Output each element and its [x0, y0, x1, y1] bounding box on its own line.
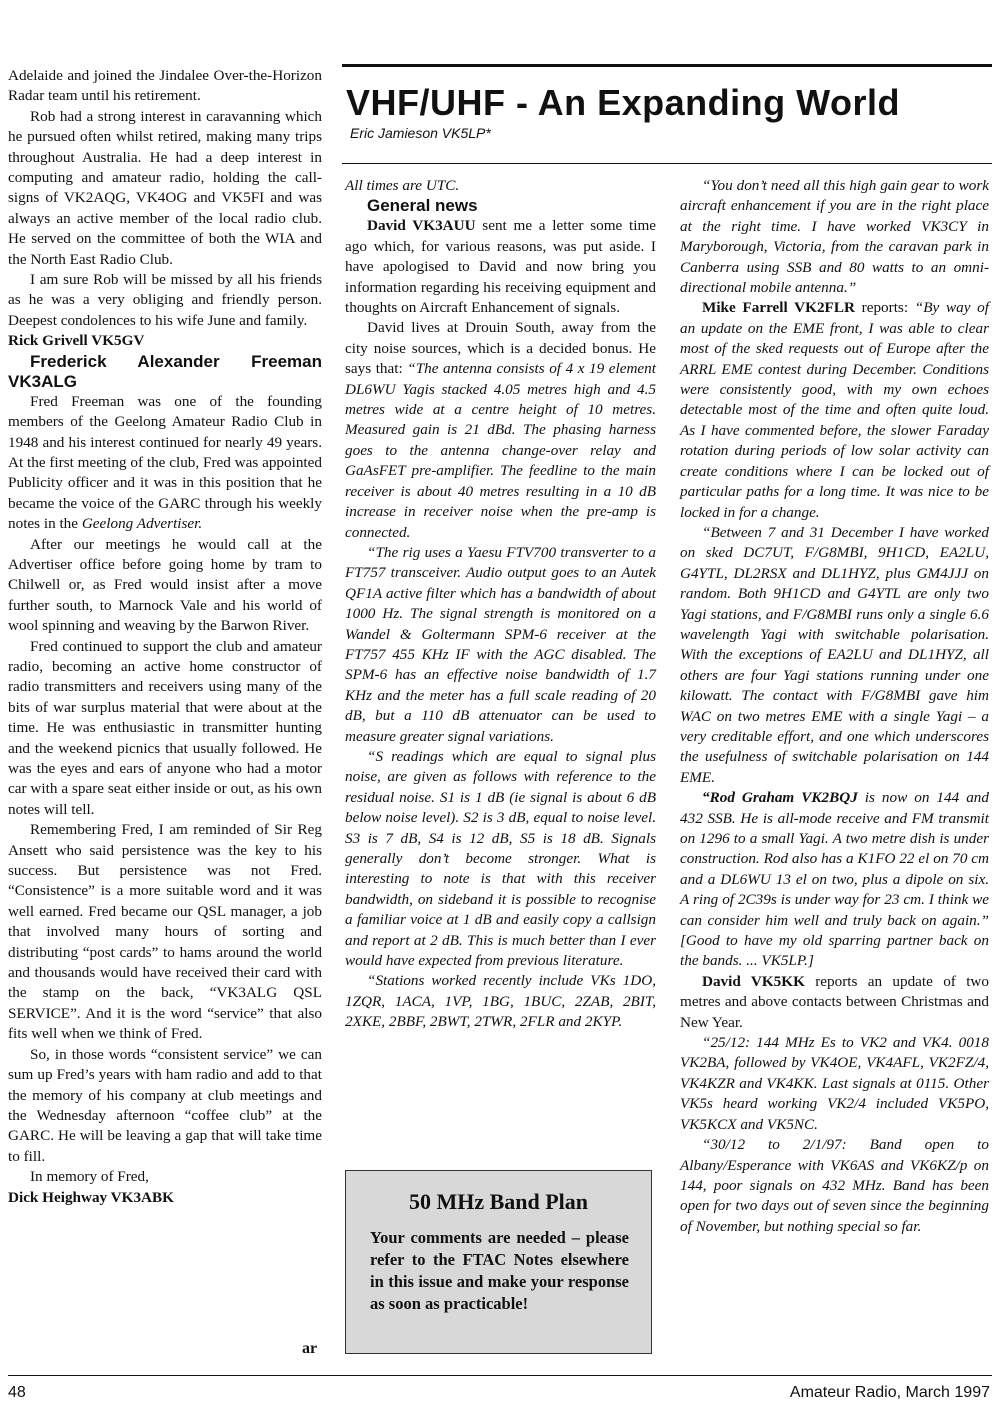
publication-footer: Amateur Radio, March 1997: [789, 1384, 990, 1401]
page-number: 48: [8, 1384, 26, 1401]
paragraph: [680, 788, 989, 972]
person-name: David VK3AUU: [367, 217, 476, 235]
paragraph-text: David lives at Drouin South, away from the city noise sources, which is a decided bonus. He says that:: [345, 319, 656, 378]
paragraph: [680, 972, 989, 1033]
paragraph: Rob had a strong interest in caravanning which he pursued often whilst retired, making many trips throughout Australia. He had a deep interest in computing and amateur radio, holding the call-signs of VK2AQG, VK4OG and VK5FI and was always an active member of the local radio club. He served on the committee of both the WIA and the North East Radio Club.: [8, 107, 322, 268]
paragraph: [680, 1135, 989, 1237]
band-plan-body: Your comments are needed – please refer to the FTAC Notes elsewhere in this issue and make your response as soon as practicable!: [370, 1228, 629, 1313]
person-name: “Rod Graham VK2BQJ: [702, 789, 858, 807]
quote-text: “The rig uses a Yaesu FTV700 transverter to a FT757 transceiver. Audio output goes to an Autek QF1A active filter which has a bandwidth of about 1000 Hz. The signal strength is monitored on a Wandel & Goltermann SPM-6 receiver at the FT757 455 KHz IF with the AGC disabled. The SPM-6 has an effective noise bandwidth of 1.7 KHz and the meter has a full scale reading of 20 dB, but a 110 dB attenuator can be used to measure greater signal variations.: [345, 543, 656, 745]
divider: [342, 163, 992, 164]
paragraph: [680, 298, 989, 522]
paragraph: Adelaide and joined the Jindalee Over-the-Horizon Radar team until his retirement.: [8, 67, 322, 105]
paragraph: Remembering Fred, I am reminded of Sir Reg Ansett who said persistence was the key to his success. But persistence was not Fred. “Consistence” is a more suitable word and it was well earned. Fred became our QSL manager, a job that involved many hours of sorting and distributing “post cards” to hams around the world and thousands would have received their card with the stamp on the back, “VK3ALG QSL SERVICE”. And it is the word “service” that also fits well when we think of Fred.: [8, 821, 322, 1043]
quote-text: “Stations worked recently include VKs 1DO, 1ZQR, 1ACA, 1VP, 1BG, 1BUC, 2ZAB, 2BIT, 2XKE, 2BBF, 2BWT, 2TWR, 2FLR and 2KYP.: [345, 972, 656, 1031]
end-mark: ar: [302, 1340, 318, 1357]
quote-text: “30/12 to 2/1/97: Band open to Albany/Esperance with VK6AS and VK6KZ/p on 144, poor signals on 432 MHz. Band has been open for two days out of seven since the beginning of November, but nothing special so far.: [680, 1136, 989, 1235]
article-byline: Eric Jamieson VK5LP*: [350, 125, 491, 141]
left-column: [8, 66, 322, 1208]
paragraph-text: reports:: [854, 299, 915, 317]
paragraph: [345, 971, 656, 1032]
article-header: [342, 64, 992, 141]
signature: Rick Grivell VK5GV: [8, 332, 145, 350]
person-name: David VK5KK: [702, 972, 805, 990]
right-column: [680, 176, 989, 1237]
paragraph: [345, 318, 656, 542]
paragraph: [680, 1033, 989, 1135]
paragraph: Fred continued to support the club and amateur radio, becoming an active home constructor of radio transmitters and receivers using many of the bits of war surplus material that were about at the time. He was enthusiastic in transmitter hunting and the weekend picnics that usually followed. He was the eyes and ears of anyone who had a motor car with a spare seat either inside or out, as his own notes will tell.: [8, 637, 322, 818]
paragraph: I am sure Rob will be missed by all his friends as he was a very obliging and friendly person. Deepest condolences to his wife June and family.: [8, 271, 322, 329]
paragraph: [345, 543, 656, 747]
time-note: All times are UTC.: [345, 177, 460, 194]
quote-text: “25/12: 144 MHz Es to VK2 and VK4. 0018 VK2BA, followed by VK4OE, VK4AFL, VK2FZ/4, VK4KZR and VK4KK. Last signals at 0115. Other VK5s heard working VK2/4 included VK5PO, VK5KCX and VK5NC.: [680, 1034, 989, 1133]
paragraph-text: reports an update of two metres and above contacts between Christmas and New Year.: [680, 972, 989, 1031]
footer-divider: [8, 1375, 992, 1376]
band-plan-box: [345, 1170, 652, 1354]
paragraph: [345, 747, 656, 971]
paragraph: [680, 176, 989, 298]
person-name: Mike Farrell VK2FLR: [702, 299, 855, 317]
paragraph: In memory of Fred,: [30, 1168, 149, 1186]
paragraph: [345, 216, 656, 318]
band-plan-title: 50 MHz Band Plan: [408, 1189, 589, 1214]
quote-text: “Between 7 and 31 December I have worked on sked DC7UT, F/G8MBI, 9H1CD, EA2LU, G4YTL, DL2RSX and DL1HYZ, plus GM4JJJ on random. Both 9H1CD and G4YTL are only two Yagi stations, and F/G8MBI runs only a single 6.6 wavelength Yagi with switchable polarisation. With the exceptions of EA2LU and DL1HYZ, all others are four Yagi stations running under one kilowatt. The contact with F/G8MBI gave him WAC on two metres EME with a single Yagi – a very creditable effort, and one which underscores the usefulness of switchable polarisation on 144 EME.: [680, 523, 989, 786]
middle-column: [345, 176, 656, 1033]
paragraph-text: sent me a letter some time ago which, for various reasons, was put aside. I have apologised to David and now bring you information regarding his receiving equipment and thoughts on Aircraft Enhancement of signals.: [345, 217, 656, 317]
paragraph: [345, 176, 656, 196]
quote-text: is now on 144 and 432 SSB. He is all-mode receive and FM transmit on 1296 to a small Yagi. A two metre dish is under construction. Rod also has a K1FO 22 el on 70 cm and a DL6WU 13 el on two, plus a dipole on six. A ring of 2C39s is under way for 23 cm. I think we can consider him well and truly back on again.” [Good to have my old sparring partner back on the bands. ... VK5LP.]: [680, 789, 989, 970]
publication-name: Geelong Advertiser.: [81, 515, 203, 533]
quote-text: “S readings which are equal to signal plus noise, are given as follows with reference to the residual noise. S1 is 1 dB (ie signal is about 6 dB below noise level). S2 is 3 dB, equal to noise level. S3 is 7 dB, S4 is 12 dB, S5 is 18 dB. Signals generally don’t become stronger. What is interesting to note is that with this receiver bandwidth, on sideband it is possible to recognise a familiar voice at 1 dB and easily copy a callsign and report at 2 dB. This is much better than I ever would have expected from previous literature.: [345, 747, 656, 970]
section-heading: General news: [367, 196, 478, 216]
paragraph-text: Fred Freeman was one of the founding members of the Geelong Amateur Radio Club in 1948 and his interest continued for nearly 49 years. At the first meeting of the club, Fred was appointed Publicity officer and it was in this position that he became the voice of the GARC through his weekly notes in the: [8, 392, 322, 533]
quote-text: “The antenna consists of 4 x 19 element DL6WU Yagis stacked 4.05 metres high and 4.5 metres wide at a centre height of 10 metres. Measured gain is 21 dBd. The phasing harness goes to the antenna change-over relay and GaAsFET pre-amplifier. The feedline to the main receiver is about 40 metres resulting in a 10 dB increase in receiver noise when the pre-amp is connected.: [345, 360, 656, 541]
signature: Dick Heighway VK3ABK: [8, 1188, 174, 1206]
quote-text: “You don’t need all this high gain gear to work aircraft enhancement if you are in the right place at the right time. I have worked VK3CY in Maryborough, Victoria, from the caravan park in Canberra using SSB and 80 watts to an omni-directional mobile antenna.”: [680, 177, 989, 297]
section-heading: Frederick Alexander Freeman VK3ALG: [8, 351, 322, 391]
quote-text: “By way of an update on the EME front, I was able to clear most of the sked requests out of Europe after the ARRL EME contest during December. Conditions were consistently good, with my own echoes detectable most of the time and often quite loud. As I have commented before, the slower Faraday rotation during periods of low solar activity can create conditions where I can be locked out of particular paths for a long time. It was nice to be locked in for a change.: [680, 299, 989, 521]
paragraph: [680, 523, 989, 788]
paragraph: [8, 392, 322, 535]
paragraph: So, in those words “consistent service” we can sum up Fred’s years with ham radio and add to that the memory of his company at club meetings and the Wednesday afternoon “coffee club” at the GARC. He will be leaving a gap that will take time to fill.: [8, 1045, 322, 1165]
article-title: VHF/UHF - An Expanding World: [346, 82, 900, 123]
paragraph: After our meetings he would call at the Advertiser office before going home by tram to Chilwell or, as Fred would insist after a move further south, to Marnock Vale and his world of wool spinning and weaving by the Barwon River.: [8, 535, 322, 635]
